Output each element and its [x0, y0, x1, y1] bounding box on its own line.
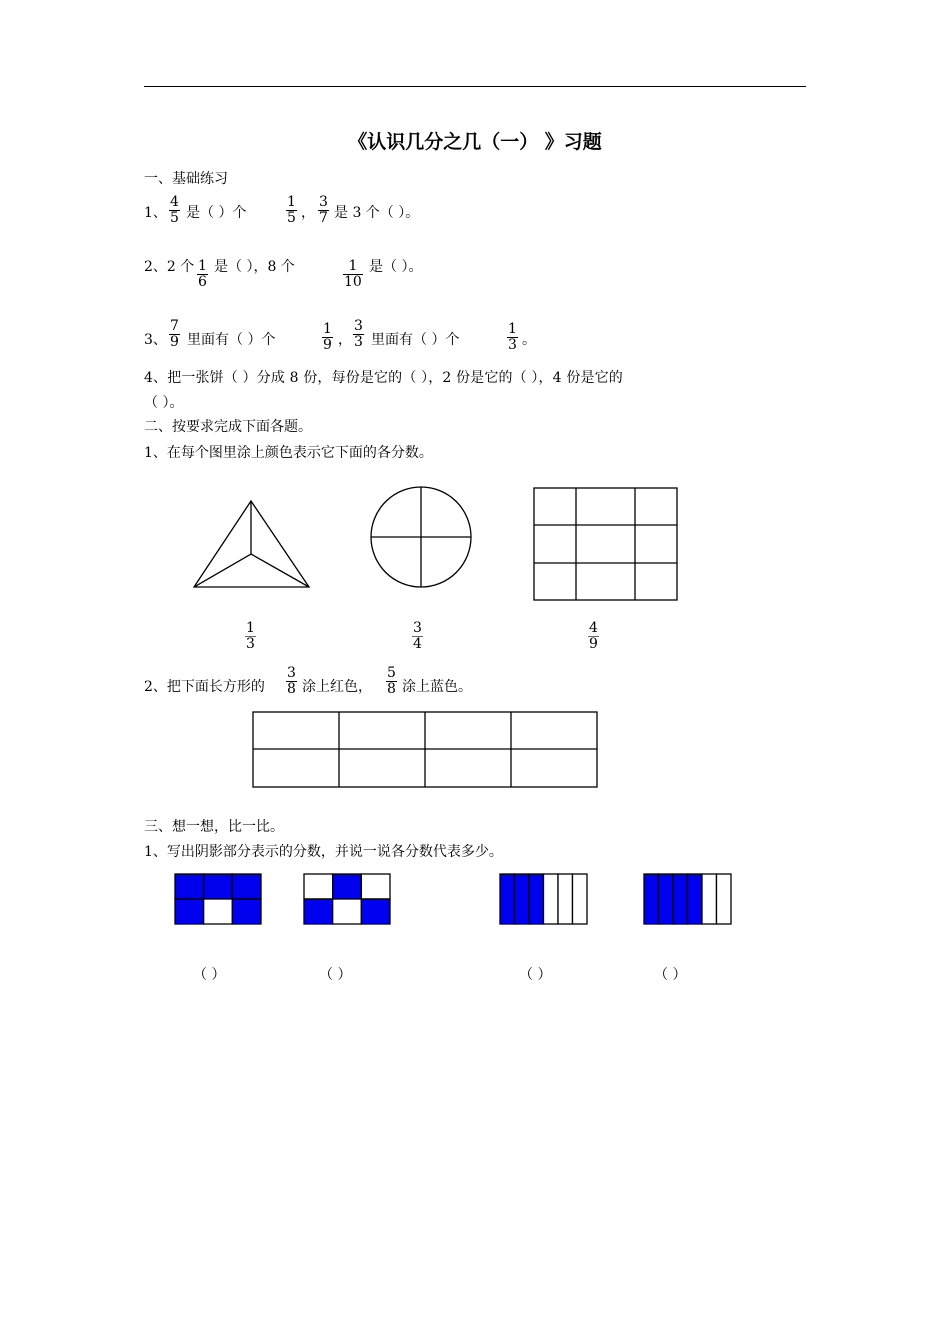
comma: ，	[338, 332, 352, 348]
shaded-cell	[529, 874, 544, 924]
question-text: （ ）。	[144, 395, 184, 411]
unshaded-cell	[558, 874, 573, 924]
fraction-3-3: $\frac{3}{3}$	[354, 318, 363, 350]
shaded-figure-4	[644, 874, 731, 924]
shaded-cell	[500, 874, 515, 924]
shaded-cell	[232, 874, 261, 899]
question-label: 3、	[144, 332, 167, 348]
shaded-figure-2	[304, 874, 390, 924]
comma: ，	[301, 205, 315, 221]
question-text: 是（ ）个	[186, 205, 247, 221]
fraction-1-3: $\frac{1}{3}$	[508, 321, 517, 353]
section2-question-1-text: 1、在每个图里涂上颜色表示它下面的各分数。	[144, 445, 433, 461]
shaded-cell	[644, 874, 659, 924]
shaded-cell	[175, 874, 204, 899]
question-text: 涂上红色，	[302, 679, 372, 695]
shaded-figure-3	[500, 874, 587, 924]
figure-fraction-4-9: $\frac{4}{9}$	[589, 620, 598, 652]
question-text: 。	[522, 332, 536, 348]
shaded-cell	[361, 899, 390, 924]
question-text: 4、把一张饼（ ）分成 8 份，每份是它的（ ），2 份是它的（ ），4 份是它的	[144, 370, 623, 386]
page-title: 《认识几分之几（一） 》习题	[348, 131, 602, 153]
unshaded-cell	[717, 874, 732, 924]
question-text: 里面有（ ）个	[187, 332, 276, 348]
unshaded-cell	[204, 899, 233, 924]
fraction-1-5: $\frac{1}{5}$	[287, 194, 296, 226]
shaded-cell	[659, 874, 674, 924]
question-text: 里面有（ ）个	[371, 332, 460, 348]
shaded-cell	[304, 899, 333, 924]
fraction-7-9: $\frac{7}{9}$	[170, 318, 179, 350]
shaded-figure-1	[175, 874, 261, 924]
shaded-cell	[204, 874, 233, 899]
shaded-cell	[673, 874, 688, 924]
shaded-cell	[688, 874, 703, 924]
unshaded-cell	[702, 874, 717, 924]
fraction-3-8: $\frac{3}{8}$	[287, 665, 296, 697]
fraction-1-10: $\frac{1}{10}$	[344, 258, 362, 290]
question-label: 1、	[144, 205, 167, 221]
unshaded-cell	[361, 874, 390, 899]
figure-fraction-3-4: $\frac{3}{4}$	[413, 620, 422, 652]
section2-heading: 二、按要求完成下面各题。	[144, 419, 312, 435]
fraction-1-9: $\frac{1}{9}$	[323, 321, 332, 353]
shaded-cell	[333, 874, 362, 899]
unshaded-cell	[544, 874, 559, 924]
fraction-1-6: $\frac{1}{6}$	[198, 258, 207, 290]
answer-blank-4: （ ）	[654, 967, 687, 983]
unshaded-cell	[304, 874, 333, 899]
unshaded-cell	[573, 874, 588, 924]
question-text: 是 3 个（ ）。	[334, 205, 420, 221]
shaded-cell	[232, 899, 261, 924]
question-text: 是（ ），8 个	[214, 259, 295, 275]
section1-heading: 一、基础练习	[144, 171, 228, 187]
section3-heading: 三、想一想，比一比。	[144, 819, 284, 835]
answer-blank-2: （ ）	[319, 967, 352, 983]
fraction-4-5: $\frac{4}{5}$	[170, 194, 179, 226]
section3-question-1-text: 1、写出阴影部分表示的分数，并说一说各分数代表多少。	[144, 844, 503, 860]
question-text: 是（ ）。	[369, 259, 423, 275]
shaded-cell	[515, 874, 530, 924]
fraction-3-7: $\frac{3}{7}$	[319, 194, 328, 226]
question-label: 2、2 个	[144, 259, 195, 275]
question-label: 2、把下面长方形的	[144, 679, 265, 695]
answer-blank-3: （ ）	[519, 967, 552, 983]
unshaded-cell	[333, 899, 362, 924]
figure-fraction-1-3: $\frac{1}{3}$	[246, 620, 255, 652]
answer-blank-1: （ ）	[193, 967, 226, 983]
shaded-cell	[175, 899, 204, 924]
fraction-5-8: $\frac{5}{8}$	[387, 665, 396, 697]
question-text: 涂上蓝色。	[402, 679, 472, 695]
